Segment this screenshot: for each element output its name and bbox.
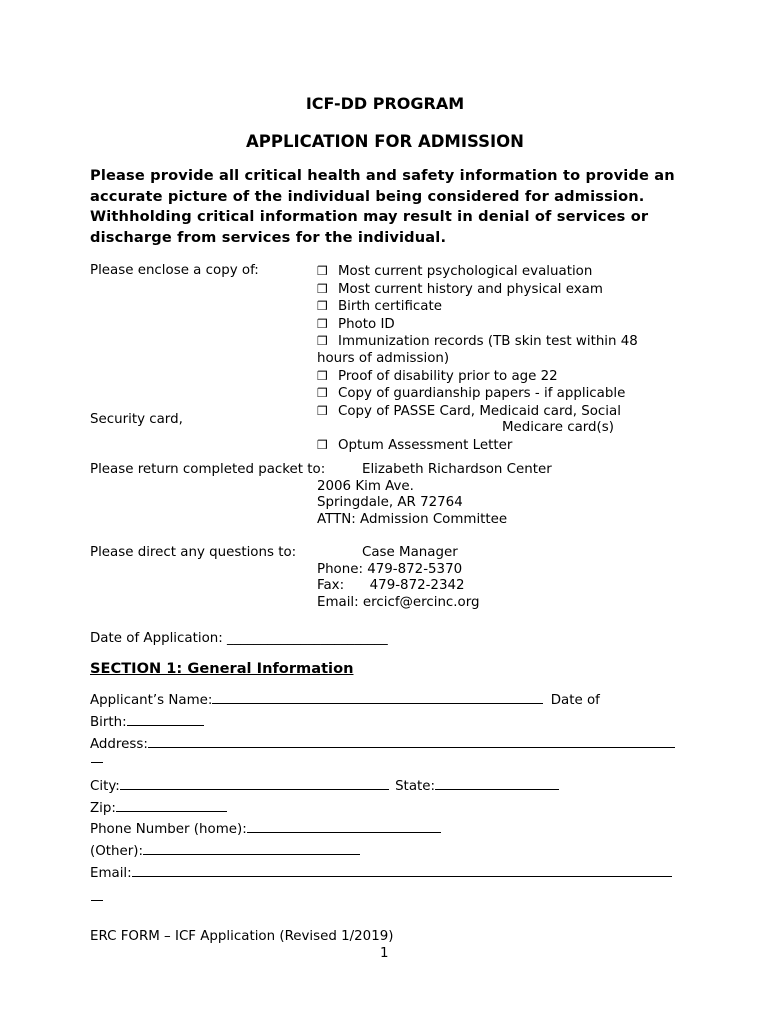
address-field[interactable] bbox=[148, 735, 675, 748]
intro-notice: Please provide all critical health and safety information to provide an accurate picture of the individual being considered for admission. Withholding critical information may result in denial of services or discharge from services for the individual. bbox=[90, 167, 675, 246]
form-title: APPLICATION FOR ADMISSION bbox=[246, 132, 524, 151]
address-field-continuation[interactable] bbox=[91, 762, 103, 763]
city-field[interactable] bbox=[120, 777, 389, 790]
city-label: City: bbox=[90, 779, 120, 794]
questions-label: Please direct any questions to: bbox=[90, 545, 297, 560]
checklist-item[interactable]: ❒ Proof of disability prior to age 22 bbox=[317, 368, 558, 384]
checklist-item[interactable]: ❒ Immunization records (TB skin test within 48 bbox=[317, 334, 638, 350]
address-line: ATTN: Admission Committee bbox=[317, 511, 508, 527]
email-label: Email: bbox=[90, 866, 132, 881]
phone-home-field[interactable] bbox=[247, 820, 441, 833]
applicant-name-row bbox=[90, 691, 600, 710]
phone-other-field[interactable] bbox=[143, 842, 360, 855]
address-line: 2006 Kim Ave. bbox=[317, 478, 414, 494]
city-state-row bbox=[90, 777, 559, 796]
security-card-text: Security card, bbox=[90, 412, 183, 427]
applicant-name-field[interactable] bbox=[212, 691, 543, 704]
email-field-continuation[interactable] bbox=[91, 900, 103, 901]
checklist-item[interactable]: ❒ Copy of PASSE Card, Medicaid card, Social bbox=[317, 403, 621, 419]
checklist-item-continuation: Medicare card(s) bbox=[501, 420, 614, 436]
enclose-label: Please enclose a copy of: bbox=[90, 263, 259, 278]
zip-row bbox=[90, 799, 227, 818]
birth-row bbox=[90, 713, 204, 732]
checklist-item[interactable]: ❒ Copy of guardianship papers - if applicable bbox=[317, 386, 626, 402]
section-1-title: SECTION 1: General Information bbox=[90, 660, 354, 677]
checkbox-icon[interactable]: ❒ bbox=[317, 437, 328, 452]
contact-info bbox=[317, 545, 480, 611]
contact-fax: Fax: 479-872-2342 bbox=[317, 578, 465, 594]
state-field[interactable] bbox=[435, 777, 559, 790]
email-field[interactable] bbox=[132, 864, 672, 877]
email-row bbox=[90, 864, 672, 883]
checkbox-icon[interactable]: ❒ bbox=[317, 281, 328, 296]
birth-label: Birth: bbox=[90, 715, 127, 730]
phone-other-row bbox=[90, 842, 360, 861]
checkbox-icon[interactable]: ❒ bbox=[317, 386, 328, 401]
date-of-application[interactable]: Date of Application: ________________________ bbox=[90, 631, 388, 646]
program-title: ICF-DD PROGRAM bbox=[305, 94, 465, 113]
enclose-checklist bbox=[317, 263, 677, 455]
state-label: State: bbox=[395, 779, 436, 794]
form-footer: ERC FORM – ICF Application (Revised 1/2019) bbox=[90, 929, 394, 944]
return-address bbox=[317, 462, 552, 528]
checklist-item[interactable]: ❒ Photo ID bbox=[317, 316, 395, 332]
zip-field[interactable] bbox=[116, 799, 227, 812]
checkbox-icon[interactable]: ❒ bbox=[317, 316, 328, 331]
applicant-name-label: Applicant’s Name: bbox=[90, 693, 213, 708]
phone-home-label: Phone Number (home): bbox=[90, 822, 247, 837]
checkbox-icon[interactable]: ❒ bbox=[317, 264, 328, 278]
address-line: Springdale, AR 72764 bbox=[317, 495, 463, 511]
checkbox-icon[interactable]: ❒ bbox=[317, 299, 328, 314]
phone-home-row bbox=[90, 820, 441, 839]
checklist-item[interactable]: ❒ Most current psychological evaluation bbox=[317, 264, 593, 279]
contact-phone: Phone: 479-872-5370 bbox=[317, 561, 463, 577]
address-line: Elizabeth Richardson Center bbox=[362, 462, 552, 477]
page-number: 1 bbox=[380, 946, 389, 961]
checkbox-icon[interactable]: ❒ bbox=[317, 334, 328, 349]
contact-email: Email: ercicf@ercinc.org bbox=[317, 594, 480, 610]
phone-other-label: (Other): bbox=[90, 844, 143, 859]
checkbox-icon[interactable]: ❒ bbox=[317, 403, 328, 418]
checklist-item[interactable]: ❒ Optum Assessment Letter bbox=[317, 437, 513, 453]
birth-date-field[interactable] bbox=[127, 713, 204, 726]
checklist-item[interactable]: ❒ Birth certificate bbox=[317, 299, 442, 315]
checklist-item[interactable]: ❒ Most current history and physical exam bbox=[317, 281, 603, 297]
checkbox-icon[interactable]: ❒ bbox=[317, 368, 328, 383]
address-row bbox=[90, 735, 675, 754]
address-label: Address: bbox=[90, 737, 148, 752]
contact-title: Case Manager bbox=[362, 545, 458, 560]
date-of-label: Date of bbox=[550, 693, 600, 708]
checklist-item-continuation: hours of admission) bbox=[317, 350, 450, 366]
zip-label: Zip: bbox=[90, 801, 116, 816]
return-label: Please return completed packet to: bbox=[90, 462, 326, 477]
